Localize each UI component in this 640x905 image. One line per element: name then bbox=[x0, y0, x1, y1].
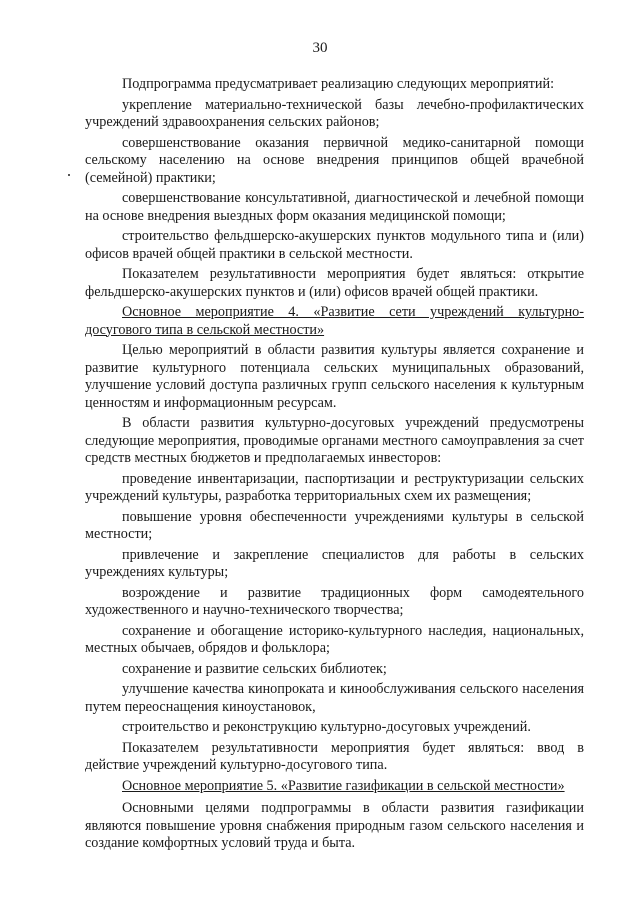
paragraph: Основными целями подпрограммы в области развития газификации являются повышение уровня снабжения природным газом сельского населения и создание комфортных условий труда и быта. bbox=[85, 800, 584, 851]
list-item: совершенствование оказания первичной медико-санитарной помощи сельскому населению на основе внедрения принципов общей врачебной (семейной) практики; bbox=[85, 134, 584, 186]
list-item: улучшение качества кинопроката и кинообслуживания сельского населения путем переоснащения киноустановок, bbox=[85, 681, 584, 715]
list-item: повышение уровня обеспеченности учреждениями культуры в сельской местности; bbox=[85, 508, 584, 542]
list-item: строительство и реконструкцию культурно-досуговых учреждений. bbox=[122, 719, 531, 735]
document-body bbox=[85, 76, 584, 853]
list-item: сохранение и обогащение историко-культурного наследия, национальных, местных обычаев, обрядов и фольклора; bbox=[85, 622, 584, 656]
paragraph-indicator: Показателем результативности мероприятия будет являться: открытие фельдшерско-акушерских пунктов и (или) офисов врачей общей практики. bbox=[85, 266, 584, 300]
paragraph: В области развития культурно-досуговых учреждений предусмотрены следующие мероприятия, проводимые органами местного самоуправления за счет средств местных бюджетов и предполагаемых инвесторов: bbox=[85, 415, 584, 466]
paragraph-indicator: Показателем результативности мероприятия будет являться: ввод в действие учреждений культурно-досугового типа. bbox=[85, 739, 584, 773]
list-item: привлечение и закрепление специалистов для работы в сельских учреждениях культуры; bbox=[85, 546, 584, 580]
list-item: укрепление материально-технической базы лечебно-профилактических учреждений здравоохранения сельских районов; bbox=[85, 96, 584, 130]
section-heading-5: Основное мероприятие 5. «Развитие газификации в сельской местности» bbox=[122, 777, 565, 794]
paragraph-intro: Подпрограмма предусматривает реализацию следующих мероприятий: bbox=[122, 76, 555, 92]
list-item: проведение инвентаризации, паспортизации и реструктуризации сельских учреждений культуры, разработка территориальных схем их размещения; bbox=[85, 470, 584, 504]
paragraph: Целью мероприятий в области развития культуры является сохранение и развитие культурного потенциала сельских муниципальных образований, улучшение условий доступа различных групп сельского населения к культурным ценностям и информационным ресурсам. bbox=[85, 342, 584, 411]
section-heading-4: Основное мероприятие 4. «Развитие сети учреждений культурно-досугового типа в сельской местности» bbox=[85, 304, 584, 338]
list-item: строительство фельдшерско-акушерских пунктов модульного типа и (или) офисов врачей общей практики в сельской местности. bbox=[85, 228, 584, 262]
margin-mark bbox=[68, 174, 70, 176]
list-item: сохранение и развитие сельских библиотек; bbox=[122, 660, 387, 677]
list-item: совершенствование консультативной, диагностической и лечебной помощи на основе внедрения выездных форм оказания медицинской помощи; bbox=[85, 190, 584, 224]
page-number: 30 bbox=[312, 40, 328, 56]
list-item: возрождение и развитие традиционных форм самодеятельного художественного и научно-технического творчества; bbox=[85, 584, 584, 618]
